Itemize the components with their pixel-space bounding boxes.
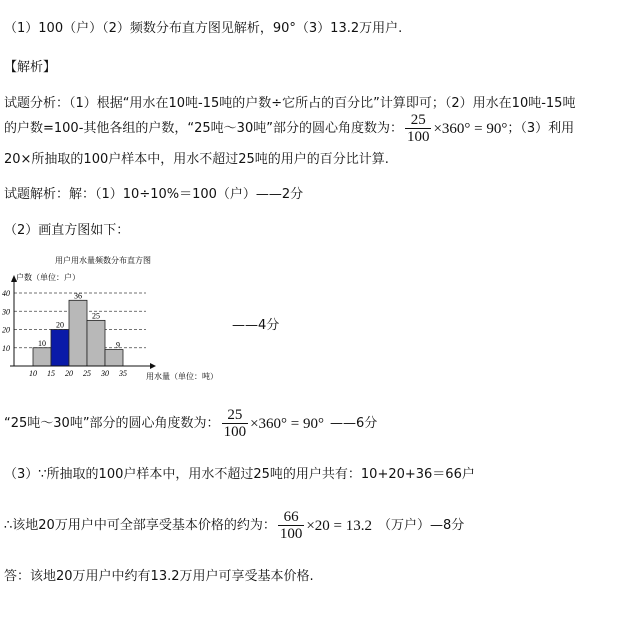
analysis-line-2 (4, 112, 574, 145)
chart-title: 用户用水量频数分布直方图 (55, 256, 151, 265)
y-tick-label: 10 (2, 343, 10, 353)
y-tick-label: 30 (2, 307, 10, 317)
angle-expression: ×360° = 90° (433, 120, 508, 137)
bar-value-label: 25 (92, 311, 100, 321)
histogram-chart (0, 255, 230, 385)
angle-line-score: ——6分 (329, 415, 378, 431)
bars (33, 300, 123, 366)
histogram-bar (87, 320, 105, 366)
fraction-denominator: 100 (406, 129, 430, 145)
bar-value-label: 36 (74, 291, 82, 301)
histogram-bar (105, 350, 123, 366)
angle-line-expression: ×360° = 90° (250, 415, 324, 432)
solution-line-2: （2）画直方图如下： (4, 223, 130, 238)
histogram-bar (33, 348, 51, 366)
angle-fraction-numerator: 25 (222, 407, 249, 424)
therefore-expression: ×20 = 13.2 (306, 517, 372, 534)
x-tick-label: 35 (119, 369, 127, 378)
y-tick-label: 40 (2, 289, 10, 298)
x-axis-label: 用水量（单位：吨） (146, 372, 218, 381)
x-ticks (29, 369, 127, 378)
y-tick-label: 20 (2, 325, 10, 335)
angle-fraction (222, 407, 249, 440)
x-tick-label: 10 (29, 369, 37, 378)
angle-line-prefix: “25吨～30吨”部分的圆心角度数为： (4, 415, 220, 431)
score-4: ——4分 (232, 318, 280, 333)
bar-value-label: 9 (116, 340, 120, 350)
final-answer: 答：该地20万用户中约有13.2万用户可享受基本价格. (4, 569, 314, 584)
therefore-unit: （万户）—8分 (378, 517, 465, 533)
therefore-prefix: ∴该地20万用户中可全部享受基本价格的约为： (4, 517, 276, 533)
therefore-line (4, 509, 464, 542)
histogram-bar (51, 330, 69, 367)
analysis-line-2-tail: ；（3）利用 (507, 120, 575, 136)
fraction-numerator: 25 (405, 112, 432, 129)
x-axis-arrow-icon (150, 363, 156, 369)
angle-line (4, 407, 377, 440)
analysis-heading: 【解析】 (4, 60, 57, 75)
answer-line: （1）100（户）（2）频数分布直方图见解析，90°（3）13.2万用户. (4, 21, 403, 36)
therefore-fraction-numerator: 66 (278, 509, 305, 526)
x-tick-label: 25 (83, 369, 91, 378)
bar-value-label: 20 (56, 320, 64, 330)
analysis-line-1: 试题分析：（1）根据“用水在10吨-15吨的户数÷它所占的百分比”计算即可；（2）用水在10吨-15吨 (4, 96, 576, 111)
fraction-25-100 (405, 112, 432, 145)
analysis-line-2-text: 的户数=100-其他各组的户数，“25吨～30吨”部分的圆心角度数为： (4, 120, 403, 136)
x-tick-label: 30 (101, 369, 109, 378)
x-tick-label: 15 (47, 369, 55, 378)
part-3-line: （3）∵所抽取的100户样本中，用水不超过25吨的用户共有：10+20+36＝66户 (4, 467, 475, 482)
x-tick-label: 20 (65, 369, 73, 378)
y-axis-label: 户数（单位：户） (16, 273, 80, 282)
therefore-fraction-denominator: 100 (279, 526, 303, 542)
solution-line-1: 试题解析：解：（1）10÷10%＝100（户）——2分 (4, 187, 304, 202)
y-ticks (1, 289, 10, 353)
therefore-fraction (278, 509, 305, 542)
angle-fraction-denominator: 100 (223, 424, 247, 440)
histogram-bar (69, 300, 87, 366)
bar-value-label: 10 (38, 338, 46, 348)
analysis-line-3: 20×所抽取的100户样本中，用水不超过25吨的用户的百分比计算. (4, 152, 389, 167)
